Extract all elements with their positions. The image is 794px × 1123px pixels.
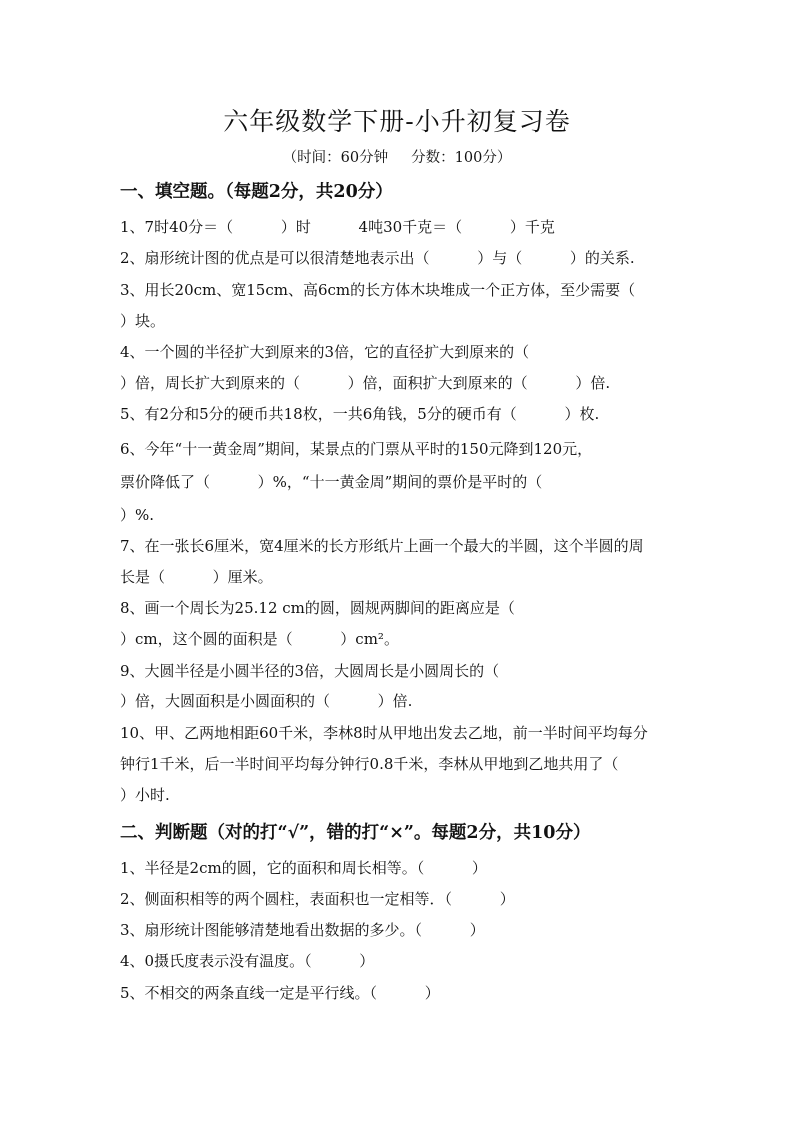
question-line: ）倍，周长扩大到原来的（ ）倍，面积扩大到原来的（ ）倍.: [120, 374, 611, 392]
question-line: 10、甲、乙两地相距60千米，李林8时从甲地出发去乙地，前一半时间平均每分: [120, 724, 648, 742]
question-line: 4、一个圆的半径扩大到原来的3倍，它的直径扩大到原来的（: [120, 343, 530, 361]
question-line: 3、扇形统计图能够清楚地看出数据的多少。（ ）: [120, 921, 485, 939]
section-2-heading: 二、判断题（对的打“√”，错的打“×”。每题2分，共10分）: [120, 823, 591, 843]
question-line: 票价降低了（ ）%，“十一黄金周”期间的票价是平时的（: [120, 473, 543, 491]
question-line: 4、0摄氏度表示没有温度。（ ）: [120, 952, 375, 970]
question-line: 7、在一张长6厘米，宽4厘米的长方形纸片上画一个最大的半圆，这个半圆的周: [120, 537, 644, 555]
document-subtitle: （时间：60分钟 分数：100分）: [282, 150, 512, 166]
question-line: 1、7时40分＝（ ）时 4吨30千克＝（ ）千克: [120, 218, 555, 236]
question-line: 5、不相交的两条直线一定是平行线。（ ）: [120, 984, 440, 1002]
question-line: 6、今年“十一黄金周”期间，某景点的门票从平时的150元降到120元，: [120, 440, 593, 458]
question-line: ）倍，大圆面积是小圆面积的（ ）倍.: [120, 692, 413, 710]
question-line: 5、有2分和5分的硬币共18枚，一共6角钱，5分的硬币有（ ）枚.: [120, 405, 600, 423]
question-line: 1、半径是2cm的圆，它的面积和周长相等。（ ）: [120, 859, 487, 877]
question-line: ）cm，这个圆的面积是（ ）cm²。: [120, 630, 399, 648]
question-line: ）小时.: [120, 786, 170, 804]
document-title: 六年级数学下册-小升初复习卷: [223, 107, 571, 136]
question-line: 9、大圆半径是小圆半径的3倍，大圆周长是小圆周长的（: [120, 662, 500, 680]
question-line: ）%.: [120, 506, 155, 524]
question-line: 2、侧面积相等的两个圆柱，表面积也一定相等．（ ）: [120, 890, 515, 908]
question-line: ）块。: [120, 312, 166, 330]
question-line: 3、用长20cm、宽15cm、高6cm的长方体木块堆成一个正方体，至少需要（: [120, 281, 636, 299]
question-line: 8、画一个周长为25.12 cm的圆，圆规两脚间的距离应是（: [120, 599, 515, 617]
section-1-heading: 一、填空题。（每题2分，共20分）: [120, 182, 393, 202]
question-line: 钟行1千米，后一半时间平均每分钟行0.8千米，李林从甲地到乙地共用了（: [120, 755, 619, 773]
question-line: 2、扇形统计图的优点是可以很清楚地表示出（ ）与（ ）的关系.: [120, 249, 635, 267]
question-line: 长是（ ）厘米。: [120, 568, 273, 586]
